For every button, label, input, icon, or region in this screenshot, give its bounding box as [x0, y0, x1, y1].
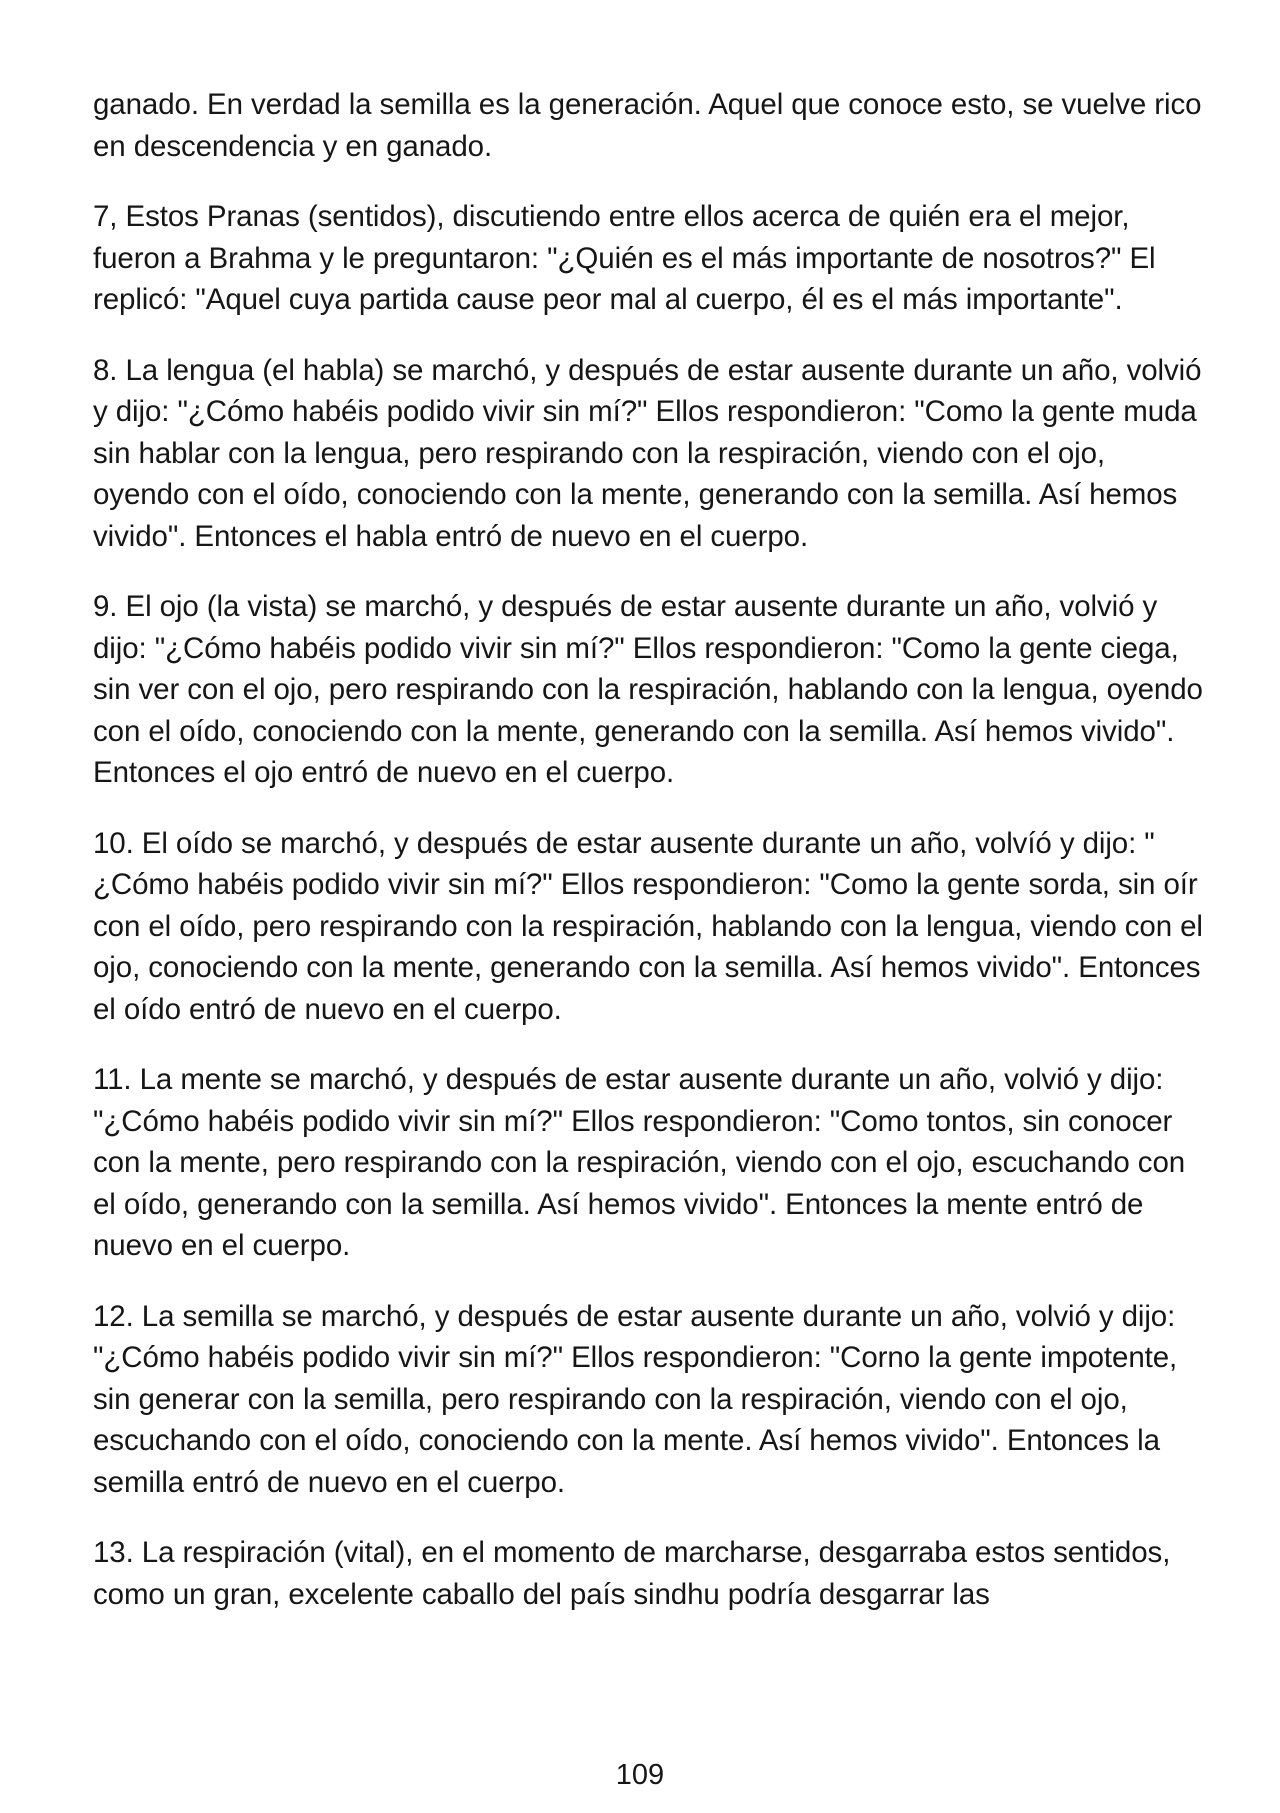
paragraph: 11. La mente se marchó, y después de estar ausente durante un año, volvió y dijo: "¿Cómo habéis podido vivir sin mí?" Ellos respondieron: "Como tontos, sin conocer con la mente, pero respirando con la respiración, viendo con el ojo, escuchando con el oído, generando con la semilla. Así hemos vivido". Entonces la mente entró de nuevo en el cuerpo. [93, 1063, 1186, 1262]
page-number: 109 [615, 1759, 665, 1791]
paragraph: 7, Estos Pranas (sentidos), discutiendo entre ellos acerca de quién era el mejor, fueron a Brahma y le preguntaron: "¿Quién es el más importante de nosotros?" El replicó: "Aquel cuya partida cause peor mal al cuerpo, él es el más importante". [93, 200, 1156, 316]
paragraph: ganado. En verdad la semilla es la generación. Aquel que conoce esto, se vuelve rico en descendencia y en ganado. [93, 88, 1202, 163]
paragraph: 12. La semilla se marchó, y después de estar ausente durante un año, volvió y dijo: "¿Cómo habéis podido vivir sin mí?" Ellos respondieron: "Corno la gente impotente, sin generar con la semilla, pero respirando con la respiración, viendo con el ojo, escuchando con el oído, conociendo con la mente. Así hemos vivido". Entonces la semilla entró de nuevo en el cuerpo. [93, 1299, 1178, 1499]
paragraph: 8. La lengua (el habla) se marchó, y después de estar ausente durante un año, volvió y dijo: "¿Cómo habéis podido vivir sin mí?" Ellos respondieron: "Como la gente muda sin hablar con la lengua, pero respirando con la respiración, viendo con el ojo, oyendo con el oído, conociendo con la mente, generando con la semilla. Así hemos vivido". Entonces el habla entró de nuevo en el cuerpo. [93, 353, 1202, 553]
paragraph: 9. El ojo (la vista) se marchó, y después de estar ausente durante un año, volvió y dijo: "¿Cómo habéis podido vivir sin mí?" Ellos respondieron: "Como la gente ciega, sin ver con el ojo, pero respirando con la respiración, hablando con la lengua, oyendo con el oído, conociendo con la mente, generando con la semilla. Así hemos vivido". Entonces el ojo entró de nuevo en el cuerpo. [93, 590, 1203, 789]
paragraph: 10. El oído se marchó, y después de estar ausente durante un año, volvíó y dijo: " ¿Cómo habéis podido vivir sin mí?" Ellos respondieron: "Como la gente sorda, sin oír con el oído, pero respirando con la respiración, hablando con la lengua, viendo con el ojo, conociendo con la mente, generando con la semilla. Así hemos vivido". Entonces el oído entró de nuevo en el cuerpo. [93, 826, 1203, 1026]
body-text [93, 84, 1203, 1644]
paragraph: 13. La respiración (vital), en el momento de marcharse, desgarraba estos sentidos, como un gran, excelente caballo del país sindhu podría desgarrar las [93, 1536, 1171, 1611]
